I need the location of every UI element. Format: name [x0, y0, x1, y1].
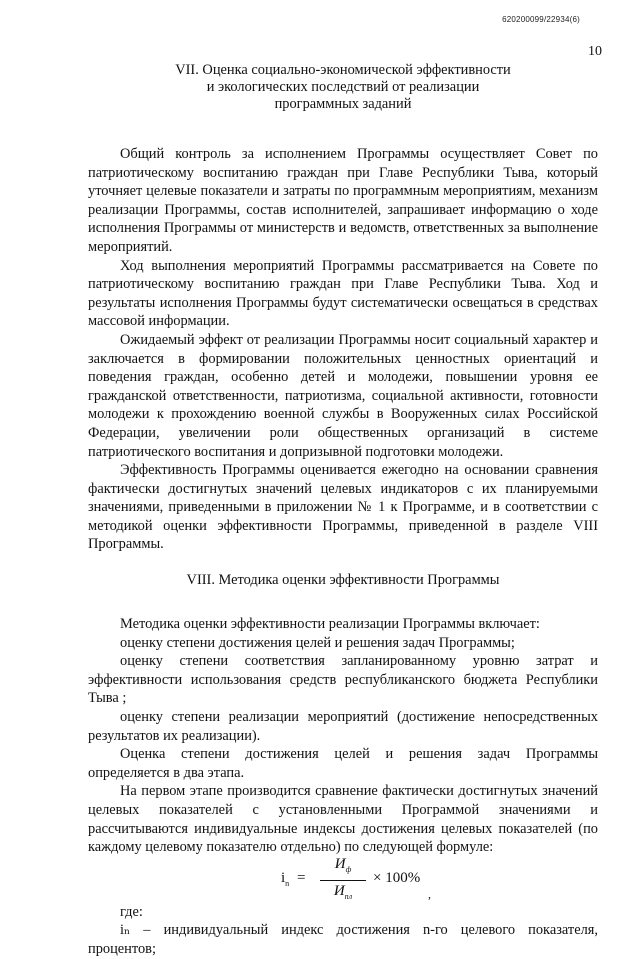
paragraph: оценку степени достижения целей и решения задач Программы; — [120, 634, 515, 651]
paragraph: Методика оценки эффективности реализации Программы включает: — [120, 616, 540, 633]
page-number: 10 — [588, 44, 602, 59]
paragraph: Общий контроль за исполнением Программы осуществляет Совет по патриотическому воспитанию граждан при Главе Республики Тыва, который уточняет целевые показатели и затраты по программным мероприятиям, механизм реализации Программы, состав исполнителей, запрашивает информацию о ходе исполнения Программы от министерств и ведомств, ответственных за выполнение мероприятий. — [88, 146, 598, 255]
section-7-heading-line: VII. Оценка социально-экономической эффективности — [175, 62, 511, 78]
fraction-bar — [320, 880, 366, 881]
paragraph: Ожидаемый эффект от реализации Программы носит социальный характер и заключается в формировании положительных ценностных ориентаций и поведения граждан, особенно детей и молодежи, повышении уровня ее гражданской ответственности, патриотизма, социальной активности, готовности молодежи к прохождению военной службы в Вооруженных силах Российской Федерации, увеличении роли общественных организаций в системе патриотического воспитания и допризывной подготовки молодежи. — [88, 331, 598, 460]
section-8-heading: VIII. Методика оценки эффективности Программы — [186, 572, 500, 589]
formula-numerator: $И_ф$ — [334, 855, 352, 874]
formula-multiplier: × 100% — [373, 869, 421, 886]
paragraph: Эффективность Программы оценивается ежегодно на основании сравнения фактически достигнутых значений целевых индикаторов с их планируемыми значениями, приведенными в приложении № 1 к Программе, и в соответствии с методикой оценки эффективности Программы, приведенной в разделе VIII Программы. — [88, 462, 598, 553]
paragraph: оценку степени реализации мероприятий (достижение непосредственных результатов их реализации). — [88, 709, 598, 744]
paragraph: Оценка степени достижения целей и решения задач Программы определяется в два этапа. — [88, 746, 598, 781]
document-id: 620200099/22934(6) — [502, 15, 580, 24]
paragraph: На первом этапе производится сравнение фактически достигнутых значений целевых показателей с установленными Программой значениями и рассчитываются индивидуальные индексы достижения целевых показателей (по каждому целевому показателю отдельно) по следующей формуле: — [88, 783, 598, 856]
section-7-heading-line: программных заданий — [274, 96, 412, 112]
paragraph: оценку степени соответствия запланированному уровню затрат и эффективности использования средств республиканского бюджета Республики Тыва ; — [88, 653, 598, 707]
where-label: где: — [120, 903, 143, 920]
formula-equals: = — [297, 869, 306, 886]
formula-comma: , — [428, 886, 431, 901]
section-7-heading-line: и экологических последствий от реализации — [206, 79, 480, 95]
formula-fraction — [320, 856, 366, 905]
section-7-heading — [88, 62, 598, 113]
page-content — [88, 62, 598, 959]
paragraph: Ход выполнения мероприятий Программы рассматривается на Совете по патриотическому воспитанию граждан при Главе Республики Тыва. Ход и результаты исполнения Программы будут систематически освещаться в средствах массовой информации. — [88, 257, 598, 330]
formula-denominator: $И_{пл}$ — [333, 882, 353, 901]
definition-line: iₙ – индивидуальный индекс достижения n-го целевого показателя, процентов; — [88, 922, 598, 957]
formula-lhs: $i_n$ — [281, 869, 290, 888]
index-formula — [88, 855, 598, 903]
